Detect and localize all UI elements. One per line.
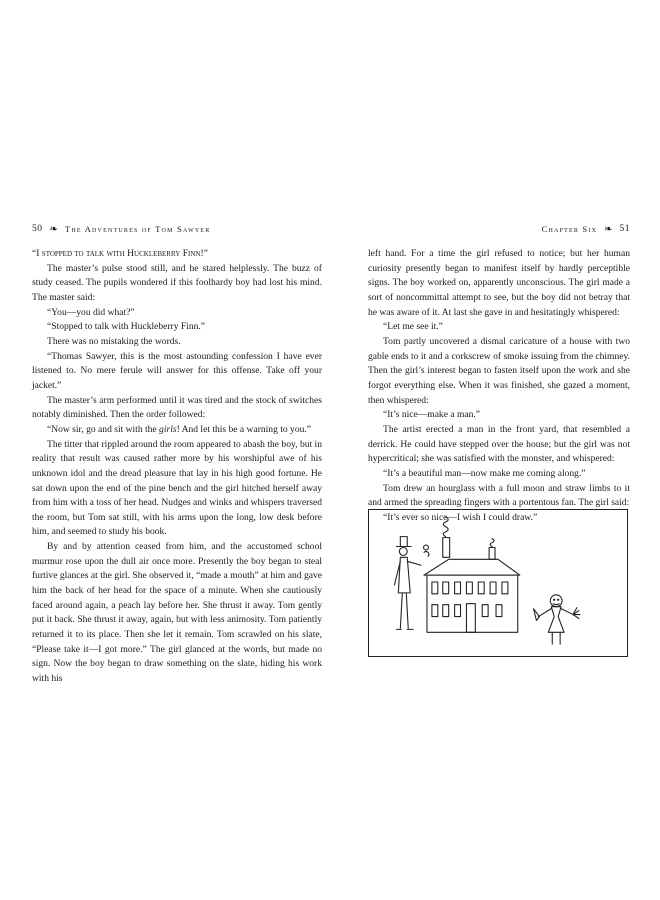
fleuron-ornament-icon: ❧ [49, 223, 58, 235]
chapter-title: Chapter Six [541, 224, 598, 234]
chimney-smoke [424, 517, 496, 559]
paragraph: There was no mistaking the words. [47, 335, 181, 347]
left-page-number: 50 [32, 224, 43, 234]
left-page [32, 0, 322, 900]
paragraph: “It’s nice—make a man.” [383, 409, 481, 421]
left-running-head [32, 222, 322, 236]
left-body-text [32, 247, 322, 687]
house-drawing [424, 559, 520, 632]
paragraph: “Thomas Sawyer, this is the most astounding confession I have ever listened to. No mere ferule will answer for this offense. Take off your jacket.” [32, 350, 322, 391]
paragraph: “Let me see it.” [383, 321, 443, 333]
slate-drawing-illustration [368, 509, 628, 657]
derrick-man-figure [394, 537, 421, 630]
paragraph: “Now sir, go and sit with the girls! And let this be a warning to you.” [47, 423, 311, 435]
right-running-head [368, 222, 630, 236]
paragraph: “I stopped to talk with Huckleberry Finn!” [32, 248, 208, 259]
paragraph: “It’s ever so nice—I wish I could draw.” [383, 511, 538, 523]
right-page [368, 0, 630, 900]
paragraph: The master’s pulse stood still, and he stared helplessly. The buzz of study ceased. The pupils wondered if this foolhardy boy had lost his mind. The master said: [32, 262, 322, 303]
right-body-text [368, 247, 630, 525]
paragraph: left hand. For a time the girl refused to notice; but her human curiosity presently began to manifest itself by hardly perceptible signs. The boy worked on, apparently unconscious. The girl made a sort of noncommittal attempt to see, but the boy did not betray that he was aware of it. At last she gave in and hesitatingly whispered: [368, 248, 630, 318]
paragraph: The master’s arm performed until it was tired and the stock of switches notably diminished. Then the order followed: [32, 394, 322, 421]
paragraph: “Stopped to talk with Huckleberry Finn.” [47, 321, 206, 333]
paragraph: “It’s a beautiful man—now make me coming along.” [383, 467, 586, 479]
fleuron-ornament-icon: ❧ [604, 223, 613, 235]
paragraph: By and by attention ceased from him, and the accustomed school murmur rose upon the dull air once more. Presently the boy began to steal furtive glances at the girl. She observed it, “made a mouth” at him and gave him the back of her head for the space of a minute. When she cautiously faced around again, a peach lay before her. She thrust it away. Tom gently put it back. She thrust it away, again, but with less animosity. Tom patiently returned it to its place. Then she let it remain. Tom scrawled on his slate, “Please take it—I got more.” The girl glanced at the words, but made no sign. Now the boy began to draw something on the slate, hiding his work with his [32, 541, 322, 685]
paragraph: The artist erected a man in the front yard, that resembled a derrick. He could have stepped over the house; but the girl was not hypercritical; she was satisfied with the monster, and whispered: [368, 423, 630, 465]
right-page-number: 51 [619, 224, 630, 234]
girl-figure [534, 595, 580, 644]
paragraph: Tom partly uncovered a dismal caricature of a house with two gable ends to it and a corkscrew of smoke issuing from the chimney. Then the girl’s interest began to fasten itself upon the work and she forgot everything else. When it was finished, she gazed a moment, then whispered: [368, 335, 630, 406]
paragraph: “You—you did what?” [47, 306, 135, 318]
paragraph: The titter that rippled around the room appeared to abash the boy, but in reality that result was caused rather more by his worshipful awe of his unknown idol and the dread pleasure that lay in his high good fortune. He sat down upon the end of the pine bench and the girl hitched herself away from him with a toss of her head. Nudges and winks and whispers traversed the room, but Tom sat still, with his arms upon the long, low desk before him, and seemed to study his book. [32, 438, 322, 538]
paragraph: Tom drew an hourglass with a full moon and straw limbs to it and armed the spreading fingers with a portentous fan. The girl said: [368, 482, 630, 509]
book-title: The Adventures of Tom Sawyer [64, 224, 211, 234]
